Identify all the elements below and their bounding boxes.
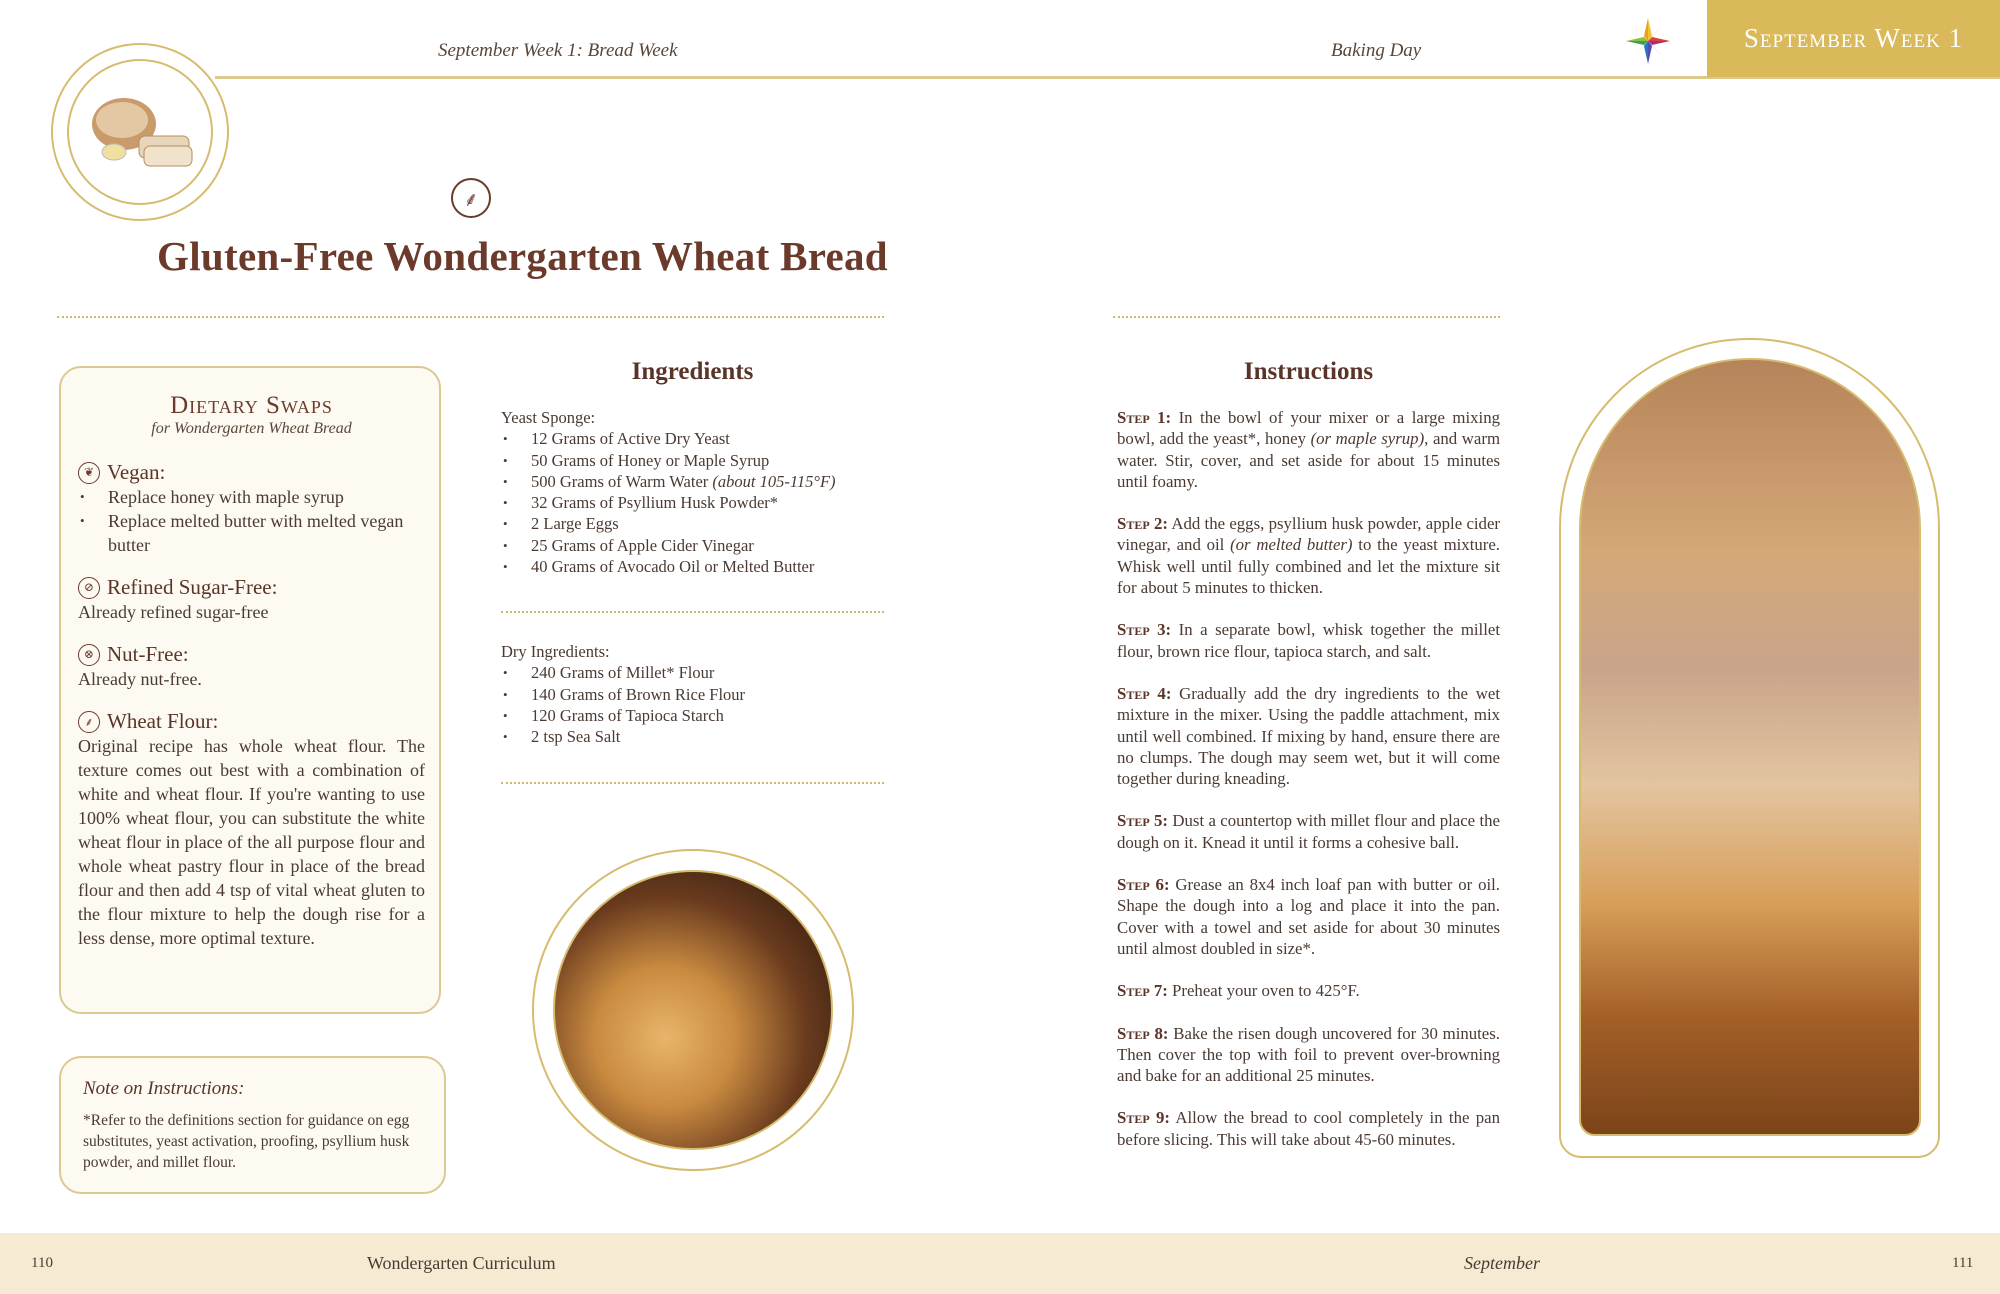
dietary-swaps-title: Dietary Swaps <box>170 392 333 419</box>
footer-month: September <box>1464 1253 1540 1273</box>
ingredient-text: 500 Grams of Warm Water <box>531 471 709 491</box>
instructions-title: Instructions <box>1243 358 1374 385</box>
list-item: • 50 Grams of Honey or Maple Syrup <box>501 450 884 471</box>
instruction-step <box>1117 1107 1500 1150</box>
list-item: • 25 Grams of Apple Cider Vinegar <box>501 535 884 556</box>
page-number-left: 110 <box>31 1255 53 1271</box>
step-label: Step 1: <box>1117 408 1172 427</box>
nut-free-label: Nut-Free: <box>107 642 189 666</box>
dietary-swaps-subtitle: for Wondergarten Wheat Bread <box>151 420 352 437</box>
dry-ingredients-list <box>501 662 884 747</box>
list-item: • 140 Grams of Brown Rice Flour <box>501 684 884 705</box>
list-item: • 240 Grams of Millet* Flour <box>501 662 884 683</box>
sugar-free-heading <box>78 575 425 600</box>
step-text: In the bowl of your mixer or a large mixing bowl, add the yeast*, honey <box>1117 408 1500 449</box>
header-day-title: Baking Day <box>1331 40 1422 61</box>
instruction-step <box>1117 407 1500 492</box>
step-text: Add the eggs, psyllium husk powder, apple cider vinegar, and oil <box>1117 514 1500 555</box>
list-item: • 120 Grams of Tapioca Starch <box>501 705 884 726</box>
page-number-right: 111 <box>1952 1255 1974 1271</box>
water-temp-note: (about 105-115°F) <box>712 471 836 491</box>
ingredients-title: Ingredients <box>631 358 754 385</box>
list-item: • Replace melted butter with melted vegan butter <box>78 509 425 557</box>
vegan-list <box>78 485 425 557</box>
wheat-icon: ⸙ <box>451 178 491 218</box>
list-item: • 12 Grams of Active Dry Yeast <box>501 428 884 449</box>
vegan-heading <box>78 460 425 485</box>
instruction-step <box>1117 980 1500 1001</box>
week-banner: September Week 1 <box>1707 0 2000 77</box>
step-text: In a separate bowl, whisk together the millet flour, brown rice flour, tapioca starch, and salt. <box>1117 620 1500 661</box>
no-nut-icon: ⊗ <box>78 644 100 666</box>
instruction-step <box>1117 683 1500 789</box>
divider <box>501 782 884 784</box>
step-text: to the yeast mixture. Whisk well until fully combined and let the mixture sit for about 5 minutes to thicken. <box>1117 535 1500 598</box>
nut-free-heading <box>78 642 425 667</box>
step-text: Allow the bread to cool completely in the pan before slicing. This will take about 45-60 minutes. <box>1117 1108 1500 1149</box>
instruction-step <box>1117 513 1500 598</box>
instruction-step <box>1117 1023 1500 1087</box>
footer-band <box>0 1233 2000 1294</box>
sugar-free-text: Already refined sugar-free <box>78 602 269 622</box>
list-item: • 2 Large Eggs <box>501 513 884 534</box>
step-label: Step 9: <box>1117 1108 1170 1128</box>
divider <box>501 611 884 613</box>
list-item: • 32 Grams of Psyllium Husk Powder* <box>501 492 884 513</box>
step-text: , and warm water. Stir, cover, and set aside for about 15 minutes until foamy. <box>1117 429 1501 491</box>
step-text: Preheat your oven to 425°F. <box>1167 981 1360 1001</box>
footer-book-title: Wondergarten Curriculum <box>367 1253 556 1273</box>
step-label: Step 3: <box>1117 620 1172 640</box>
yeast-sponge-label: Yeast Sponge: <box>501 408 596 427</box>
wheat-flour-text: Original recipe has whole wheat flour. The texture comes out best with a combination of white and wheat flour. If you're wanting to use 100% wheat flour, you can substitute the white wheat flour in place of the all purpose flour and whole wheat pastry flour in place of the bread flour and then add 4 tsp of vital wheat gluten to the flour mixture to help the dough rise for a less dense, more optimal texture. <box>78 736 425 948</box>
note-text: *Refer to the definitions section for guidance on egg substitutes, yeast activation, proofing, psyllium husk powder, and millet flour. <box>83 1112 410 1171</box>
step-text: Grease an 8x4 inch loaf pan with butter or oil. Shape the dough into a log and place it into the pan. Cover with a towel and set aside for about 30 minutes until almost doubled in size*. <box>1117 875 1500 958</box>
step-label: Step 2: <box>1117 514 1168 534</box>
wheat-flour-heading <box>78 709 425 734</box>
nut-free-text: Already nut-free. <box>78 669 202 689</box>
wheat-flour-label: Wheat Flour: <box>107 709 219 733</box>
no-sugar-icon: ⊘ <box>78 577 100 599</box>
step-label: Step 5: <box>1117 811 1169 831</box>
bread-loaf-icon <box>84 94 200 170</box>
bread-slicing-photo <box>553 870 833 1150</box>
wheat-icon: ⸙ <box>78 711 100 733</box>
note-title: Note on Instructions: <box>83 1078 245 1099</box>
divider <box>57 316 884 318</box>
step-label: Step 6: <box>1117 875 1170 895</box>
list-item <box>501 471 884 492</box>
instruction-step <box>1117 874 1500 959</box>
step-note: (or maple syrup) <box>1310 429 1425 449</box>
step-note: (or melted butter) <box>1230 535 1353 555</box>
rainbow-star-icon <box>1626 18 1670 64</box>
divider <box>1113 316 1500 318</box>
step-label: Step 7: <box>1117 981 1168 1001</box>
child-with-bread-photo <box>1579 358 1921 1136</box>
instruction-step <box>1117 619 1500 662</box>
dry-ingredients-label: Dry Ingredients: <box>501 642 610 661</box>
sugar-free-label: Refined Sugar-Free: <box>107 575 278 599</box>
yeast-sponge-section <box>501 407 884 577</box>
note-box <box>59 1056 446 1194</box>
vegan-label: Vegan: <box>107 460 166 484</box>
step-label: Step 8: <box>1117 1023 1169 1043</box>
step-text: Dust a countertop with millet flour and place the dough on it. Knead it until it forms a cohesive ball. <box>1117 811 1500 852</box>
instruction-step <box>1117 810 1500 853</box>
recipe-title: Gluten-Free Wondergarten Wheat Bread <box>157 233 888 279</box>
dietary-swaps-box <box>59 366 441 1014</box>
list-item: • 40 Grams of Avocado Oil or Melted Butter <box>501 556 884 577</box>
list-item: • Replace honey with maple syrup <box>78 485 425 509</box>
step-text: Gradually add the dry ingredients to the wet mixture in the mixer. Using the paddle attachment, mix until well combined. If mixing by hand, ensure there are no clumps. The dough may seem wet, but it will come together during kneading. <box>1117 683 1500 789</box>
step-text: Bake the risen dough uncovered for 30 minutes. Then cover the top with foil to prevent over-browning and bake for an additional 25 minutes. <box>1117 1023 1500 1086</box>
yeast-sponge-list <box>501 428 884 577</box>
header-section-title: September Week 1: Bread Week <box>438 40 678 61</box>
leaf-icon: ❦ <box>78 462 100 484</box>
instructions-list <box>1117 407 1500 1171</box>
step-label: Step 4: <box>1117 683 1172 703</box>
list-item: • 2 tsp Sea Salt <box>501 726 884 747</box>
dry-ingredients-section <box>501 641 884 747</box>
